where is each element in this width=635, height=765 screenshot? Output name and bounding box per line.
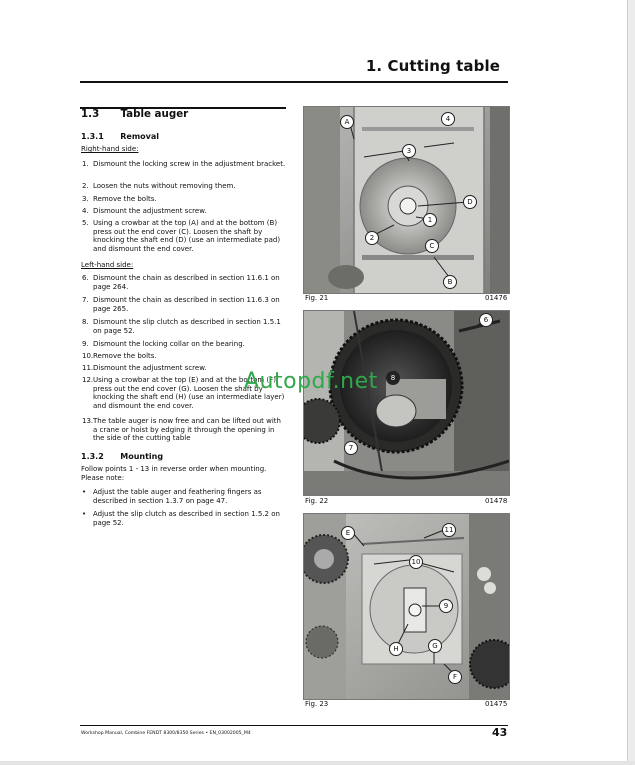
callout-9: 9: [439, 599, 453, 613]
list-item: 6. Dismount the chain as described in section 11.6.1 on page 264.: [82, 274, 280, 291]
page-edge-bottom: [0, 761, 635, 765]
callout-7: 7: [344, 441, 358, 455]
list-item: 12. Using a crowbar at the top (E) and at the bottom (F) press out the end cover (G). Loosen the shaft by knocking the shaft end (H) (use an intermediate layer) and dismount the end cover.: [82, 376, 285, 410]
page-number: 43: [492, 726, 508, 739]
list-item: 2. Loosen the nuts without removing them.: [82, 182, 236, 190]
callout-3: 3: [402, 144, 416, 158]
list-item: 3. Remove the bolts.: [82, 195, 157, 203]
figure-22-caption: Fig. 22: [305, 497, 329, 505]
footer-rule: [80, 725, 508, 726]
removal-heading: [81, 133, 287, 142]
callout-h: H: [389, 642, 403, 656]
callout-f: F: [448, 670, 462, 684]
figure-23-code: 01475: [485, 700, 508, 708]
callout-d: D: [463, 195, 477, 209]
mounting-intro: Follow points 1 - 13 in reverse order when mounting. Please note:: [81, 465, 267, 482]
list-item: 11. Dismount the adjustment screw.: [82, 364, 207, 372]
section-title: Table auger: [120, 108, 189, 120]
mounting-heading: [81, 453, 287, 462]
callout-1: 1: [423, 213, 437, 227]
list-item: 5. Using a crowbar at the top (A) and at the bottom (B) press out the end cover (C). Loosen the shaft by knocking the shaft end (D) (use an intermediate pad) and dismount the end cover.: [82, 219, 281, 253]
figure-23-photo: [303, 513, 510, 700]
callout-2: 2: [365, 231, 379, 245]
chapter-rule: [80, 81, 508, 83]
callout-e: E: [341, 526, 355, 540]
list-item: 4. Dismount the adjustment screw.: [82, 207, 207, 215]
list-item: • Adjust the slip clutch as described in section 1.5.2 on page 52.: [82, 510, 280, 527]
callout-g: G: [428, 639, 442, 653]
figure-22-code: 01478: [485, 497, 508, 505]
list-item: 10. Remove the bolts.: [82, 352, 157, 360]
callout-8: 8: [386, 371, 400, 385]
removal-heading-text: Removal: [120, 132, 160, 141]
list-item: 8. Dismount the slip clutch as described in section 1.5.1 on page 52.: [82, 318, 281, 335]
chapter-title: 1. Cutting table: [365, 57, 500, 75]
figure-22-illustration: [304, 311, 509, 495]
right-hand-side-label: Right-hand side:: [81, 145, 139, 153]
figure-23-illustration: [304, 514, 509, 699]
section-number: 1.3: [81, 108, 100, 120]
list-item: 9. Dismount the locking collar on the bearing.: [82, 340, 245, 348]
list-item: 13. The table auger is now free and can be lifted out with a crane or hoist by edging it through the opening in the side of the cutting table: [82, 417, 281, 442]
figure-23-caption: Fig. 23: [305, 700, 329, 708]
figure-21-caption: Fig. 21: [305, 294, 329, 302]
callout-6: 6: [479, 313, 493, 327]
watermark: Autopdf.net: [244, 369, 378, 394]
callout-a: A: [340, 115, 354, 129]
figure-22-photo: [303, 310, 510, 496]
removal-heading-number: 1.3.1: [81, 132, 104, 141]
mounting-heading-text: Mounting: [120, 452, 164, 461]
page-edge-right: [627, 0, 635, 765]
mounting-heading-number: 1.3.2: [81, 452, 104, 461]
callout-11: 11: [442, 523, 456, 537]
callout-4: 4: [441, 112, 455, 126]
callout-10: 10: [409, 555, 423, 569]
left-hand-side-label: Left-hand side:: [81, 261, 134, 269]
list-item: • Adjust the table auger and feathering fingers as described in section 1.3.7 on page 47.: [82, 488, 262, 505]
list-item: 1. Dismount the locking screw in the adjustment bracket.: [82, 160, 286, 168]
footer-text: Workshop Manual, Combine FENDT 8300/8350 Series • EN_03002005_M4: [81, 731, 251, 736]
list-item: 7. Dismount the chain as described in section 11.6.3 on page 265.: [82, 296, 280, 313]
figure-21-code: 01476: [485, 294, 508, 302]
callout-b: B: [443, 275, 457, 289]
section-heading: [81, 108, 188, 120]
figure-21-illustration: [304, 107, 509, 293]
callout-c: C: [425, 239, 439, 253]
figure-21-photo: [303, 106, 510, 294]
